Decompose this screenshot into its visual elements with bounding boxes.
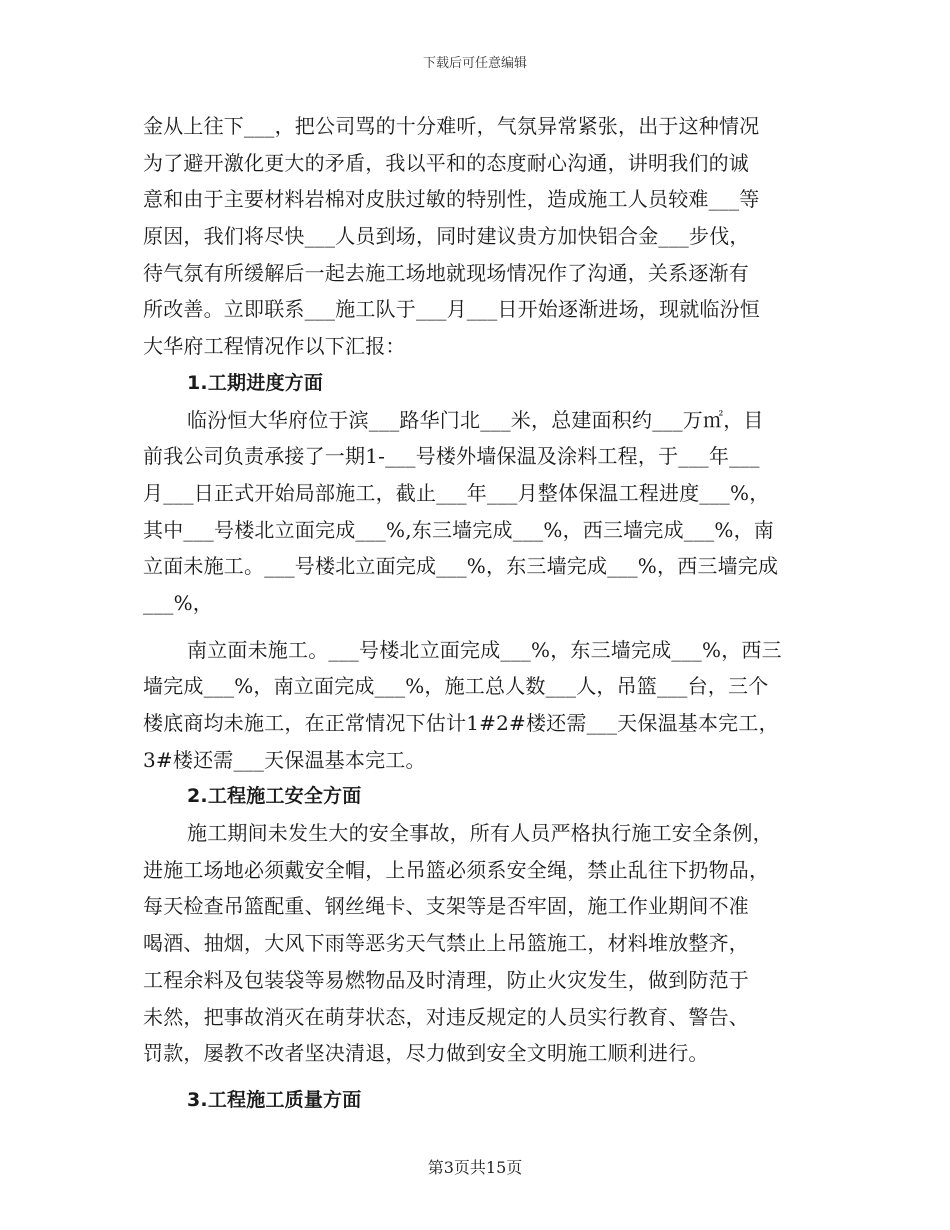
body-line: 大华府工程情况作以下汇报：: [143, 334, 406, 359]
body-line: 立面未施工。___号楼北立面完成___%，东三墙完成___%，西三墙完成: [143, 554, 779, 579]
body-line: 为了避开激化更大的矛盾，我以平和的态度耐心沟通，讲明我们的诚: [143, 150, 749, 175]
body-line: 其中___号楼北立面完成___%,东三墙完成___%，西三墙完成___%，南: [143, 517, 774, 542]
document-body: [143, 108, 808, 1119]
section-heading-quality: 3.工程施工质量方面: [187, 1088, 362, 1111]
body-line: 每天检查吊篮配重、钢丝绳卡、支架等是否牢固，施工作业期间不准: [143, 894, 749, 919]
body-line: 工程余料及包装袋等易燃物品及时清理，防止火灾发生，做到防范于: [143, 967, 749, 992]
page-number: 第3页共15页: [427, 1158, 523, 1177]
body-line: 施工期间未发生大的安全事故，所有人员严格执行施工安全条例，: [187, 821, 773, 846]
body-line: 墙完成___%，南立面完成___%，施工总人数___人，吊篮___台，三个: [143, 674, 769, 699]
body-line: 原因，我们将尽快___人员到场，同时建议贵方加快铝合金___步伐，: [143, 224, 750, 249]
body-line: 月___日正式开始局部施工，截止___年___月整体保温工程进度___%，: [143, 480, 770, 505]
body-line: 进施工场地必须戴安全帽，上吊篮必须系安全绳，禁止乱往下扔物品，: [143, 857, 770, 882]
body-line: 前我公司负责承接了一期1-___号楼外墙保温及涂料工程，于___年___: [143, 444, 760, 469]
body-line: 金从上往下___，把公司骂的十分难听，气氛异常紧张，出于这种情况: [143, 114, 760, 138]
body-line: 南立面未施工。___号楼北立面完成___%，东三墙完成___%，西三: [187, 637, 782, 662]
body-line: 罚款，屡教不改者坚决清退，尽力做到安全文明施工顺利进行。: [143, 1041, 709, 1066]
body-line: 楼底商均未施工，在正常情况下估计1#2#楼还需___天保温基本完工，: [143, 711, 779, 735]
body-line: 所改善。立即联系___施工队于___月___日开始逐渐进场，现就临汾恒: [143, 297, 760, 322]
body-line: 3#楼还需___天保温基本完工。: [143, 747, 426, 772]
body-line: 喝酒、抽烟，大风下雨等恶劣天气禁止上吊篮施工，材料堆放整齐，: [143, 931, 749, 956]
body-line: 意和由于主要材料岩棉对皮肤过敏的特别性，造成施工人员较难___等: [143, 187, 760, 212]
body-line: 未然，把事故消灭在萌芽状态，对违反规定的人员实行教育、警告、: [143, 1004, 749, 1029]
body-line: 待气氛有所缓解后一起去施工场地就现场情况作了沟通，关系逐渐有: [143, 260, 749, 285]
page-header: 下载后可任意编辑: [422, 56, 527, 71]
section-heading-safety: 2.工程施工安全方面: [187, 785, 362, 808]
body-line: 临汾恒大华府位于滨___路华门北___米，总建面积约___万㎡，目: [187, 407, 764, 432]
body-line: ___%，: [143, 590, 214, 615]
section-heading-schedule: 1.工期进度方面: [187, 371, 324, 394]
